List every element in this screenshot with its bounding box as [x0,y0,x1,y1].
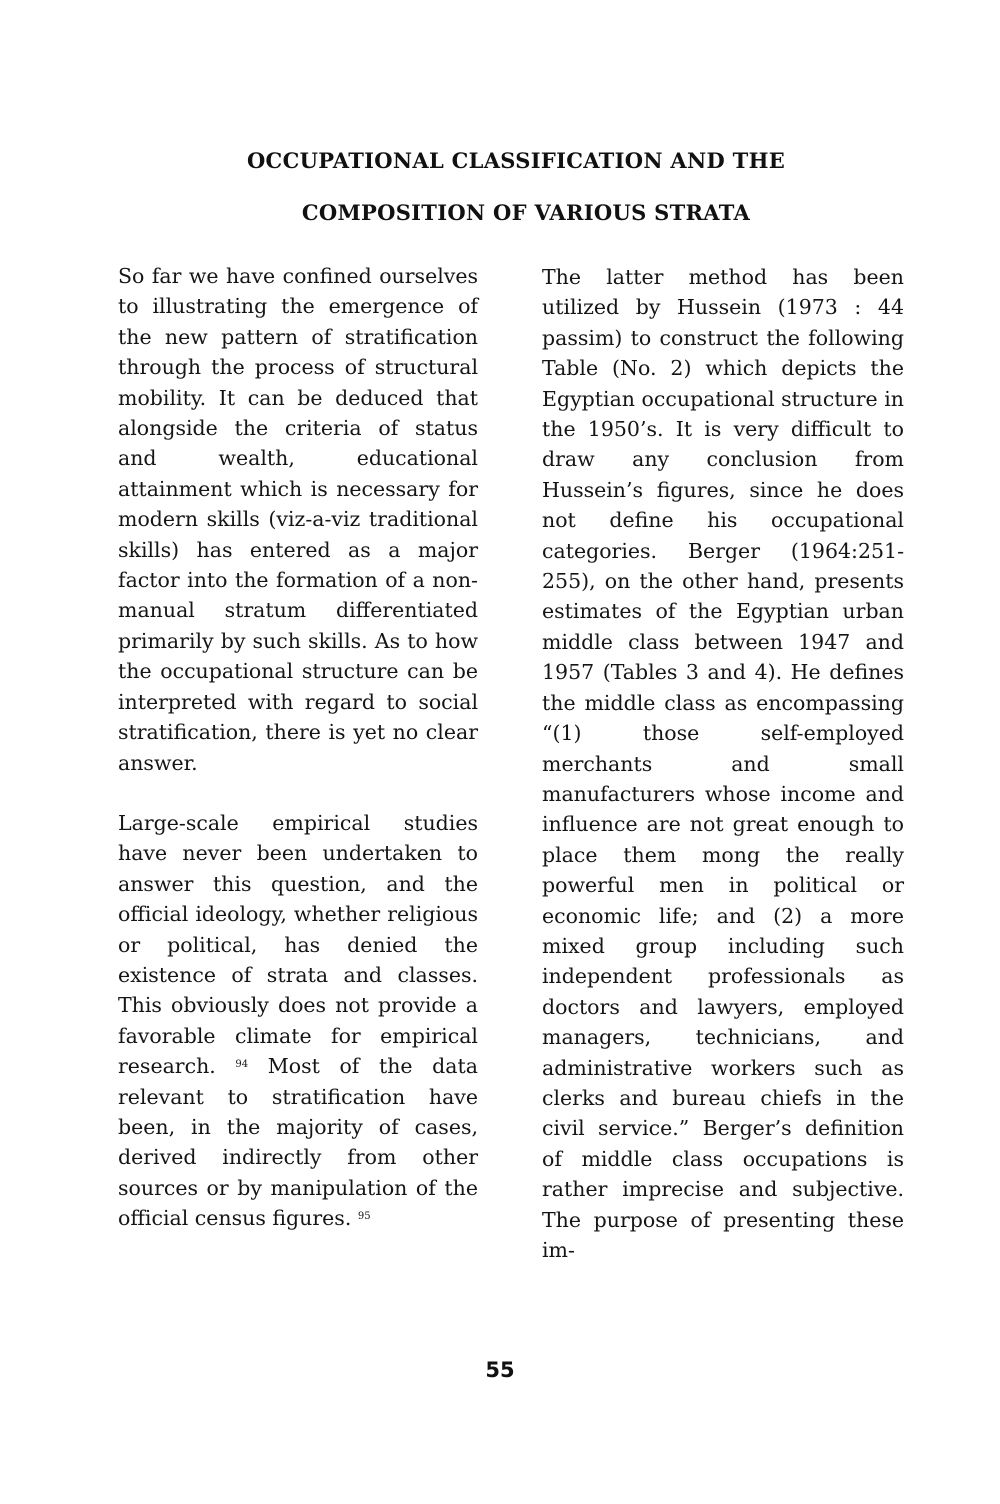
left-paragraph-2 [118,808,478,1234]
left-paragraph-2-text-a: Large-scale empirical studies have never been undertaken to answer this question, and the official ideology, whether religious or political, has denied the existence of strata and classes. This obviously does not provide a favorable climate for empirical research. [118,810,478,1079]
page-number: 55 [485,1358,515,1382]
right-column [542,262,904,1265]
left-paragraph-1: So far we have confined ourselves to illustrating the emergence of the new pattern of stratification through the process of structural mobility. It can be deduced that alongside the criteria of status and wealth, educational attainment which is necessary for modern skills (viz-a-viz traditional skills) has entered as a major factor into the formation of a non-manual stratum differentiated primarily by such skills. As to how the occupational structure can be interpreted with regard to social stratification, there is yet no clear answer. [118,264,478,775]
footnote-marker-95: 95 [357,1211,371,1223]
section-title-line-2: COMPOSITION OF VARIOUS STRATA [301,200,751,225]
right-paragraph-1: The latter method has been utilized by Hussein (1973 : 44 passim) to construct the following Table (No. 2) which depicts the Egyptian occupational structure in the 1950’s. It is very difficult to draw any conclusion from Hussein’s figures, since he does not define his occupational categories. Berger (1964:251-255), on the other hand, presents estimates of the Egyptian urban middle class between 1947 and 1957 (Tables 3 and 4). He defines the middle class as encompassing “(1) those self-employed merchants and small manufacturers whose income and influence are not great enough to place them mong the really powerful men in political or economic life; and (2) a more mixed group including such independent professionals as doctors and lawyers, employed managers, technicians, and administrative workers such as clerks and bureau chiefs in the civil service.” Berger’s definition of middle class occupations is rather imprecise and subjective. The purpose of presenting these im- [542,265,904,1262]
section-title-line-1: OCCUPATIONAL CLASSIFICATION AND THE [246,148,786,173]
left-column [118,261,478,1234]
footnote-marker-94: 94 [235,1059,249,1071]
left-paragraph-2-text-b: Most of the data relevant to stratification have been, in the majority of cases, derived indirectly from other sources or by manipulation of the official census figures. [118,1054,478,1231]
